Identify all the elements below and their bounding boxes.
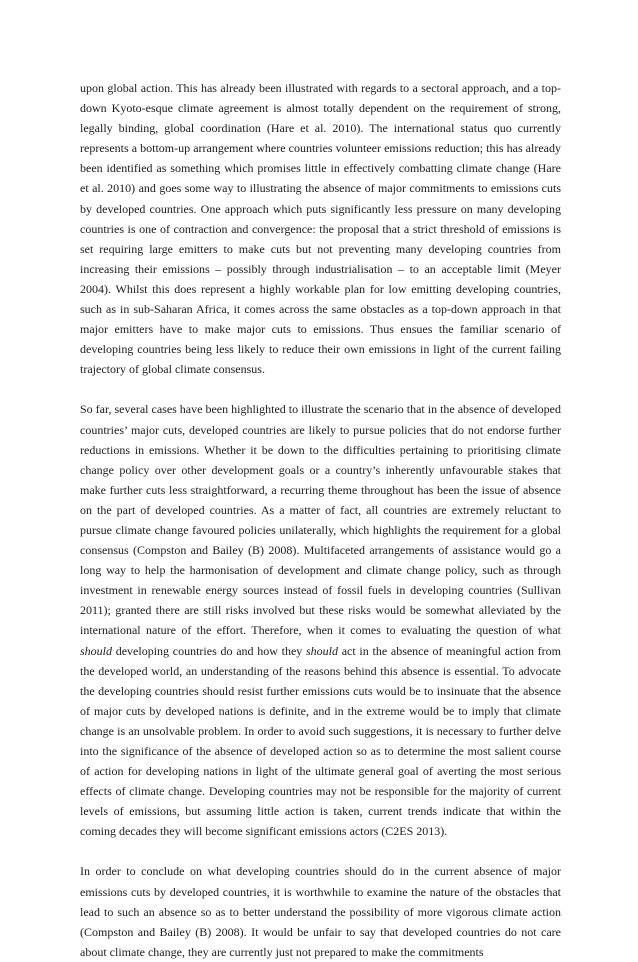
paragraph-2-text-run-3: act in the absence of meaningful action from the developed world, an understanding of the reasons behind this absence is essential. To advocate the developing countries should resist further emissions cuts would be to insinuate that the absence of major cuts by developed nations is definite, and in the extreme would be to imply that climate change is an unsolvable problem. In order to avoid such suggestions, it is necessary to further delve into the significance of the absence of developed action so as to determine the most salient course of action for developing nations in light of the ultimate general goal of averting the most serious effects of climate change. Developing countries may not be responsible for the majority of current levels of emissions, but assuming little action is taken, current trends indicate that within the coming decades they will become significant emissions actors (C2ES 2013).	[80, 643, 561, 839]
paragraph-2-text-run-2: developing countries do and how they	[112, 643, 306, 658]
paragraph-2	[80, 399, 561, 841]
document-body	[80, 78, 561, 962]
paragraph-2-italic-should-2: should	[306, 643, 339, 658]
paragraph-2-text-run-1: So far, several cases have been highlighted to illustrate the scenario that in the absence of developed countries’ major cuts, developed countries are likely to pursue policies that do not endorse further reductions in emissions. Whether it be down to the difficulties pertaining to prioritising climate change policy over other development goals or a country’s inherently unfavourable stakes that make further cuts less straightforward, a recurring theme throughout has been the issue of absence on the part of developed countries. As a matter of fact, all countries are extremely reluctant to pursue climate change favoured policies unilaterally, which highlights the requirement for a global consensus (Compston and Bailey (B) 2008). Multifaceted arrangements of assistance would go a long way to help the harmonisation of development and climate change policy, such as through investment in renewable energy sources instead of fossil fuels in developing countries (Sullivan 2011); granted there are still risks involved but these risks would be somewhat alleviated by the international nature of the effort. Therefore, when it comes to evaluating the question of what	[80, 402, 562, 638]
paragraph-1-text: upon global action. This has already been illustrated with regards to a sectoral approach, and a top-down Kyoto-esque climate agreement is almost totally dependent on the requirement of strong, legally binding, global coordination (Hare et al. 2010). The international status quo currently represents a bottom-up arrangement where countries volunteer emissions reduction; this has already been identified as something which promises little in effectively combatting climate change (Hare et al. 2010) and goes some way to illustrating the absence of major commitments to emissions cuts by developed countries. One approach which puts significantly less pressure on many developing countries is one of contraction and convergence: the proposal that a strict threshold of emissions is set requiring large emitters to make cuts but not preventing many developing countries from increasing their emissions – possibly through industrialisation – to an acceptable limit (Meyer 2004). Whilst this does represent a highly workable plan for low emitting developing countries, such as in sub-Saharan Africa, it comes across the same obstacles as a top-down approach in that major emitters have to make major cuts to emissions. Thus ensues the familiar scenario of developing countries being less likely to reduce their own emissions in light of the current failing trajectory of global climate consensus.	[80, 81, 561, 377]
paragraph-3	[80, 861, 561, 961]
paragraph-2-italic-should-1: should	[80, 643, 113, 658]
paragraph-1	[80, 78, 561, 379]
paragraph-3-text: In order to conclude on what developing countries should do in the current absence of major emissions cuts by developed countries, it is worthwhile to examine the nature of the obstacles that lead to such an absence so as to better understand the possibility of more vigorous climate action (Compston and Bailey (B) 2008). It would be unfair to say that developed countries do not care about climate change, they are currently just not prepared to make the commitments	[80, 864, 561, 959]
